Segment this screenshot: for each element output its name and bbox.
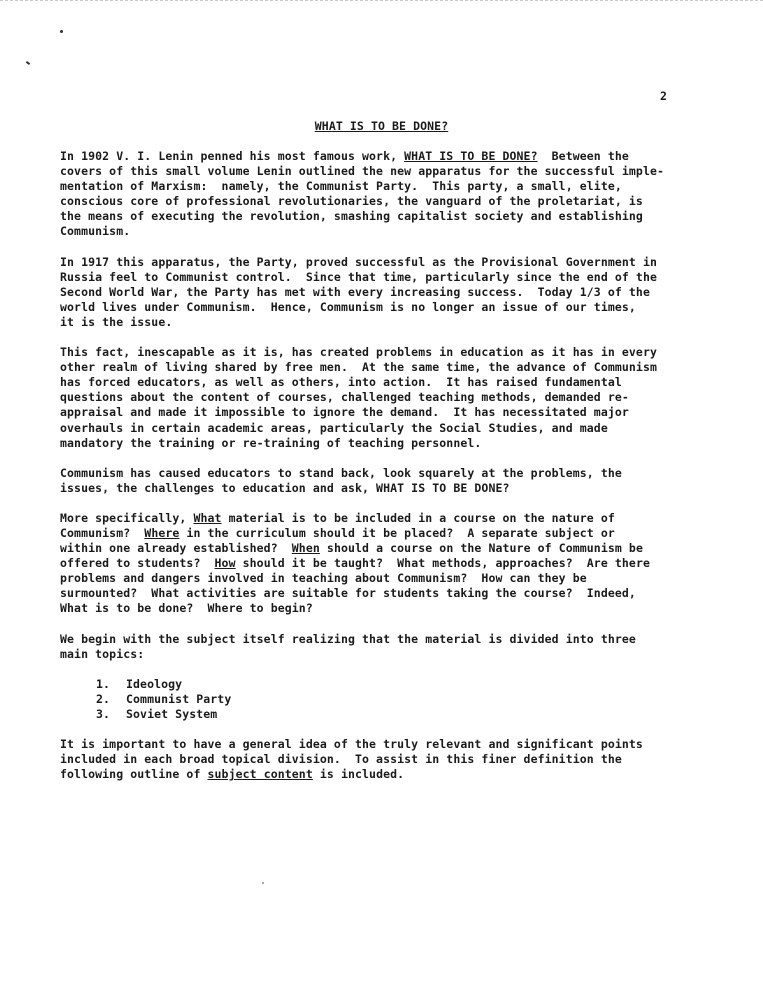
page-title: WHAT IS TO BE DONE?: [314, 119, 449, 133]
paragraph-4: Communism has caused educators to stand back, look squarely at the problems, the issues, the challenges to education and ask, WHAT IS TO BE DONE?: [60, 465, 622, 495]
underlined-text: WHAT IS TO BE DONE?: [404, 149, 538, 163]
paragraph-1: In 1902 V. I. Lenin penned his most famous work, WHAT IS TO BE DONE? Between the covers of this small volume Lenin outlined the new apparatus for the successful imple- mentation of Marxism: namely, the Communist Party. This party, a small, elite, conscious core of professional revolutionaries, the vanguard of the proletariat, is the means of executing the revolution, smashing capitalist society and establishing Communism.: [60, 149, 665, 239]
underlined-text: What: [193, 510, 222, 525]
page-title-wrap: [0, 119, 763, 133]
topic-number: 2.: [96, 691, 111, 706]
page-number: 2: [660, 89, 667, 103]
underlined-text: Where: [144, 525, 180, 540]
underlined-text: subject content: [207, 767, 313, 782]
topic-number: 1.: [96, 676, 111, 691]
paragraph-2: In 1917 this apparatus, the Party, proved successful as the Provisional Government in Russia feel to Communist control. Since that time, particularly since the end of the Second World War, the Party has met with every increasing success. Today 1/3 of the world lives under Communism. Hence, Communism is no longer an issue of our times, it is the issue.: [60, 254, 658, 329]
topic-item: [96, 692, 740, 707]
scan-top-edge: [0, 0, 763, 4]
topic-item: [96, 677, 740, 692]
paragraph-5: More specifically, What material is to be included in a course on the nature of Communism? Where in the curriculum should it be placed? A separate subject or within one already established? When should a course on the Nature of Communism be offered to students? How should it be taught? What methods, approaches? Are there problems and dangers involved in teaching about Communism? How can they be surmounted? What activities are suitable for students taking the course? Indeed, What is to be done? Where to begin?: [60, 510, 651, 616]
closing-paragraph: It is important to have a general idea of the truly relevant and significant points included in each broad topical division. To assist in this finer definition the following outline of subject content is included.: [60, 737, 643, 782]
paragraph-6: We begin with the subject itself realizing that the material is divided into three main topics:: [60, 631, 636, 661]
underlined-text: When: [291, 541, 320, 556]
topic-label: Communist Party: [126, 691, 232, 706]
scan-speck: [26, 61, 30, 65]
underlined-text: How: [214, 556, 236, 571]
document-body: [60, 149, 740, 797]
scan-speck: [262, 882, 264, 884]
topics-list: [60, 677, 740, 722]
paragraph-3: This fact, inescapable as it is, has created problems in education as it has in every other realm of living shared by free men. At the same time, the advance of Communism has forced educators, as well as others, into action. It has raised fundamental questions about the content of courses, challenged teaching methods, demanded re- appraisal and made it impossible to ignore the demand. It has necessitated major overhauls in certain academic areas, particularly the Social Studies, and made mandatory the training or re-training of teaching personnel.: [60, 345, 658, 450]
topic-label: Ideology: [126, 676, 183, 691]
scan-speck: [60, 30, 63, 33]
topic-item: [96, 707, 740, 722]
paragraphs: [60, 149, 740, 662]
topic-number: 3.: [96, 706, 111, 721]
topic-label: Soviet System: [126, 706, 218, 721]
